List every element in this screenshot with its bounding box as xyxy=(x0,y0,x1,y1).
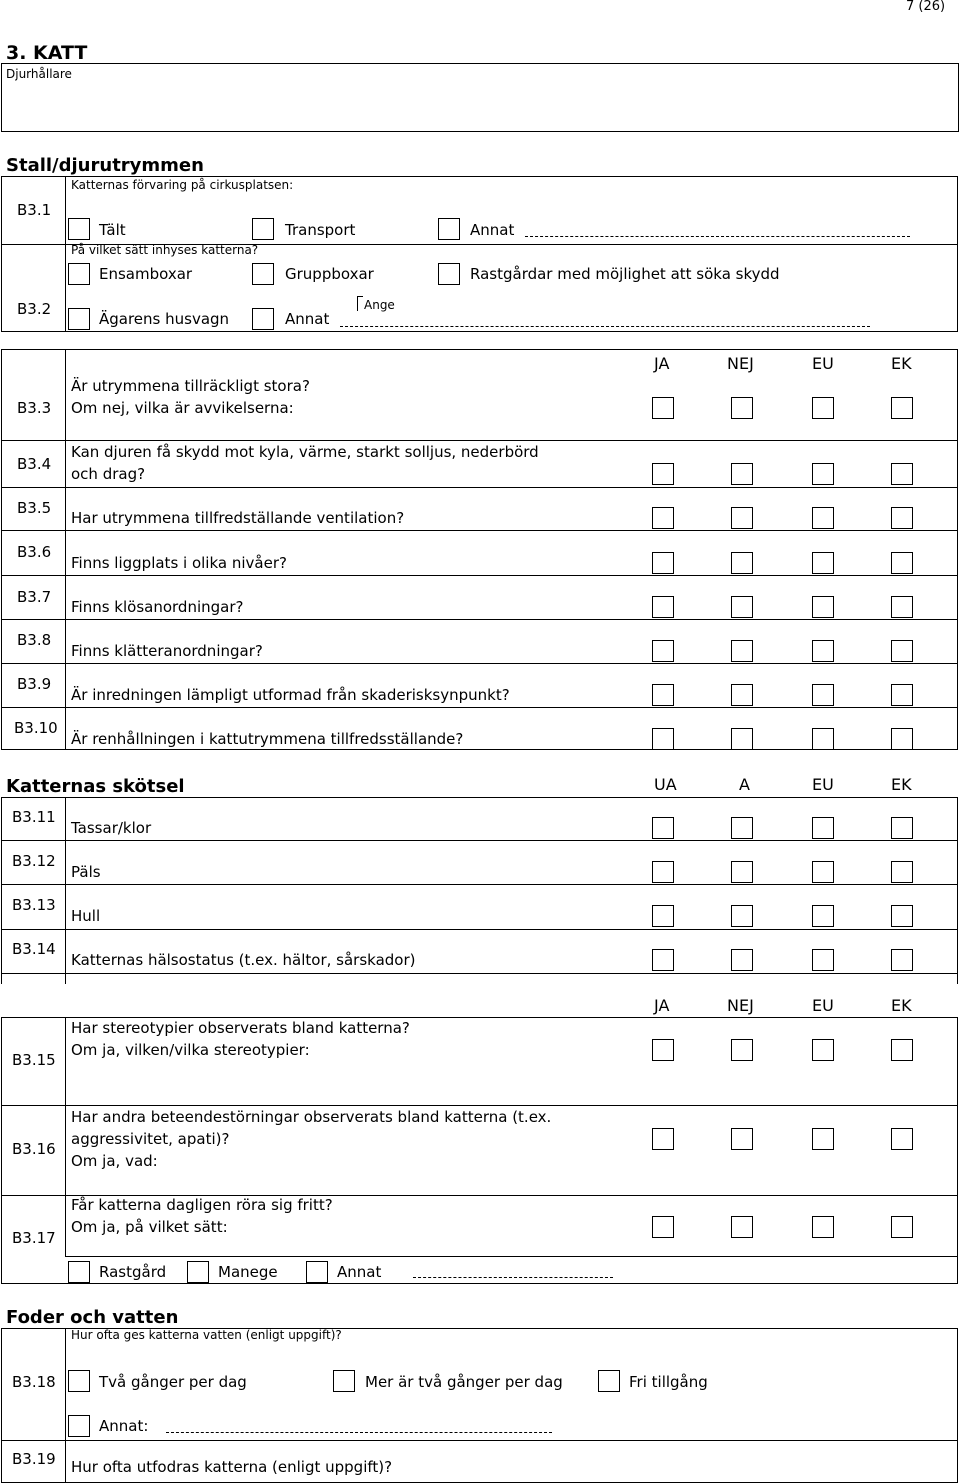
annat-b318-label: Annat: xyxy=(99,1417,149,1435)
row-line xyxy=(1,1283,958,1284)
checkbox-ja[interactable] xyxy=(652,1216,674,1238)
checkbox-ja[interactable] xyxy=(652,596,674,618)
checkbox-nej[interactable] xyxy=(731,640,753,662)
checkbox-nej[interactable] xyxy=(731,1128,753,1150)
checkbox-eu[interactable] xyxy=(812,640,834,662)
stall-heading: Stall/djurutrymmen xyxy=(6,155,204,176)
row-line xyxy=(1,331,958,332)
code-b3-4: B3.4 xyxy=(17,455,52,473)
code-b3-6: B3.6 xyxy=(17,543,52,561)
row-line xyxy=(1,797,958,798)
option-fri-tillgang: Fri tillgång xyxy=(629,1373,708,1391)
checkbox-ja[interactable] xyxy=(652,507,674,529)
checkbox-a[interactable] xyxy=(731,949,753,971)
checkbox-ja[interactable] xyxy=(652,728,674,750)
code-b3-16: B3.16 xyxy=(12,1140,56,1158)
code-b3-14: B3.14 xyxy=(12,940,56,958)
row-line xyxy=(1,1105,958,1106)
b3-18-question: Hur ofta ges katterna vatten (enligt uppgift)? xyxy=(71,1328,342,1342)
b3-5-text: Har utrymmena tillfredställande ventilation? xyxy=(71,509,405,527)
b3-10-text: Är renhållningen i kattutrymmena tillfredsställande? xyxy=(71,730,464,748)
border-right xyxy=(957,797,958,984)
checkbox-fri-tillgang[interactable] xyxy=(598,1370,620,1392)
checkbox-eu[interactable] xyxy=(812,817,834,839)
checkbox-manege[interactable] xyxy=(187,1261,209,1283)
row-line xyxy=(1,707,958,708)
code-b3-8: B3.8 xyxy=(17,631,52,649)
code-column-divider xyxy=(65,1017,66,1196)
checkbox-ek[interactable] xyxy=(891,640,913,662)
b3-4-line2: och drag? xyxy=(71,465,146,483)
b3-15-line2: Om ja, vilken/vilka stereotypier: xyxy=(71,1041,310,1059)
header-eu: EU xyxy=(812,996,834,1015)
row-line xyxy=(1,929,958,930)
row-line xyxy=(1,487,958,488)
checkbox-ua[interactable] xyxy=(652,905,674,927)
checkbox-eu[interactable] xyxy=(812,1216,834,1238)
checkbox-eu[interactable] xyxy=(812,684,834,706)
b3-16-line3: Om ja, vad: xyxy=(71,1152,158,1170)
checkbox-nej[interactable] xyxy=(731,552,753,574)
checkbox-mer-an-tva[interactable] xyxy=(333,1370,355,1392)
page-number: 7 (26) xyxy=(906,0,946,14)
border-right xyxy=(957,349,958,749)
checkbox-eu[interactable] xyxy=(812,397,834,419)
checkbox-transport[interactable] xyxy=(252,218,274,240)
border-right xyxy=(957,1017,958,1283)
border-left xyxy=(1,797,2,984)
b3-8-text: Finns klätteranordningar? xyxy=(71,642,263,660)
checkbox-ja[interactable] xyxy=(652,552,674,574)
code-b3-7: B3.7 xyxy=(17,588,52,606)
code-b3-13: B3.13 xyxy=(12,896,56,914)
option-tva-ganger: Två gånger per dag xyxy=(99,1373,247,1391)
checkbox-annat-b31[interactable] xyxy=(438,218,460,240)
b3-16-line2: aggressivitet, apati)? xyxy=(71,1130,230,1148)
option-talt: Tält xyxy=(99,221,126,239)
annat-b317-line[interactable] xyxy=(413,1277,613,1278)
option-rastgard: Rastgård xyxy=(99,1263,167,1281)
checkbox-ek[interactable] xyxy=(891,507,913,529)
row-line xyxy=(1,973,958,974)
option-mer-an-tva: Mer är två gånger per dag xyxy=(365,1373,563,1391)
option-rastgardar: Rastgårdar med möjlighet att söka skydd xyxy=(470,265,780,283)
ange-bracket xyxy=(357,296,363,311)
b3-3-line1: Är utrymmena tillräckligt stora? xyxy=(71,377,310,395)
b3-2-question: På vilket sätt inhyses katterna? xyxy=(71,243,259,257)
djurhallare-box[interactable] xyxy=(1,63,959,132)
code-b3-2: B3.2 xyxy=(17,300,52,318)
code-column-divider xyxy=(65,349,66,749)
checkbox-a[interactable] xyxy=(731,817,753,839)
checkbox-ja[interactable] xyxy=(652,684,674,706)
code-column-divider xyxy=(65,1328,66,1482)
b3-9-text: Är inredningen lämpligt utformad från skaderisksynpunkt? xyxy=(71,686,510,704)
border-left xyxy=(1,349,2,749)
code-b3-5: B3.5 xyxy=(17,499,52,517)
border-right xyxy=(957,1328,958,1482)
checkbox-ua[interactable] xyxy=(652,861,674,883)
checkbox-agarens-husvagn[interactable] xyxy=(68,308,90,330)
b3-6-text: Finns liggplats i olika nivåer? xyxy=(71,554,287,572)
code-b3-17: B3.17 xyxy=(12,1229,56,1247)
checkbox-nej[interactable] xyxy=(731,728,753,750)
option-agarens-husvagn: Ägarens husvagn xyxy=(99,310,230,328)
option-annat-b31: Annat xyxy=(470,221,515,239)
checkbox-annat-b317[interactable] xyxy=(306,1261,328,1283)
header-ek: EK xyxy=(891,996,912,1015)
checkbox-ensamboxar[interactable] xyxy=(68,263,90,285)
row-line xyxy=(1,884,958,885)
checkbox-eu[interactable] xyxy=(812,463,834,485)
b3-15-line1: Har stereotypier observerats bland katterna? xyxy=(71,1019,410,1037)
checkbox-nej[interactable] xyxy=(731,684,753,706)
b3-11-text: Tassar/klor xyxy=(71,819,152,837)
checkbox-ek[interactable] xyxy=(891,817,913,839)
row-line xyxy=(65,1256,958,1257)
annat-b318-line[interactable] xyxy=(166,1432,552,1433)
code-b3-3: B3.3 xyxy=(17,399,52,417)
header-nej: NEJ xyxy=(727,354,754,373)
checkbox-annat-b318[interactable] xyxy=(68,1415,90,1437)
checkbox-nej[interactable] xyxy=(731,463,753,485)
b3-19-question: Hur ofta utfodras katterna (enligt uppgift)? xyxy=(71,1458,393,1476)
checkbox-annat-b32[interactable] xyxy=(252,308,274,330)
border-left xyxy=(1,176,2,331)
checkbox-ek[interactable] xyxy=(891,552,913,574)
header-nej: NEJ xyxy=(727,996,754,1015)
checkbox-ja[interactable] xyxy=(652,463,674,485)
code-b3-9: B3.9 xyxy=(17,675,52,693)
checkbox-eu[interactable] xyxy=(812,861,834,883)
code-b3-12: B3.12 xyxy=(12,852,56,870)
annat-b31-line[interactable] xyxy=(525,236,910,237)
checkbox-ja[interactable] xyxy=(652,397,674,419)
code-b3-10: B3.10 xyxy=(14,719,58,737)
section-title: 3. KATT xyxy=(6,42,88,64)
checkbox-tva-ganger[interactable] xyxy=(68,1370,90,1392)
row-line xyxy=(1,1482,958,1483)
row-line xyxy=(1,530,958,531)
checkbox-talt[interactable] xyxy=(68,218,90,240)
checkbox-eu[interactable] xyxy=(812,1039,834,1061)
checkbox-a[interactable] xyxy=(731,905,753,927)
b3-1-question: Katternas förvaring på cirkusplatsen: xyxy=(71,178,294,192)
ange-label: Ange xyxy=(364,298,395,312)
checkbox-eu[interactable] xyxy=(812,507,834,529)
foder-heading: Foder och vatten xyxy=(6,1307,179,1328)
checkbox-ek[interactable] xyxy=(891,728,913,750)
checkbox-eu[interactable] xyxy=(812,728,834,750)
checkbox-ja[interactable] xyxy=(652,1039,674,1061)
header-ek: EK xyxy=(891,775,912,794)
b3-17-line2: Om ja, på vilket sätt: xyxy=(71,1218,228,1236)
code-b3-19: B3.19 xyxy=(12,1450,56,1468)
b3-7-text: Finns klösanordningar? xyxy=(71,598,244,616)
checkbox-ek[interactable] xyxy=(891,1216,913,1238)
checkbox-eu[interactable] xyxy=(812,596,834,618)
skotsel-heading: Katternas skötsel xyxy=(6,776,185,797)
checkbox-eu[interactable] xyxy=(812,552,834,574)
checkbox-ek[interactable] xyxy=(891,596,913,618)
checkbox-ua[interactable] xyxy=(652,817,674,839)
code-column-divider xyxy=(65,797,66,984)
checkbox-a[interactable] xyxy=(731,861,753,883)
row-line xyxy=(1,1017,958,1018)
b3-4-line1: Kan djuren få skydd mot kyla, värme, starkt solljus, nederbörd xyxy=(71,443,539,461)
row-line xyxy=(1,1440,958,1441)
option-gruppboxar: Gruppboxar xyxy=(285,265,374,283)
checkbox-ek[interactable] xyxy=(891,397,913,419)
header-ek: EK xyxy=(891,354,912,373)
checkbox-ja[interactable] xyxy=(652,1128,674,1150)
border-left xyxy=(1,1328,2,1482)
border-left xyxy=(1,1017,2,1283)
row-line xyxy=(1,619,958,620)
row-line xyxy=(1,749,958,750)
header-ja: JA xyxy=(654,996,670,1015)
option-annat-b32: Annat xyxy=(285,310,330,328)
annat-b32-line[interactable] xyxy=(340,326,870,327)
row-line xyxy=(1,663,958,664)
border-right xyxy=(957,176,958,331)
checkbox-eu[interactable] xyxy=(812,949,834,971)
row-line xyxy=(1,1328,958,1329)
checkbox-ek[interactable] xyxy=(891,861,913,883)
header-eu: EU xyxy=(812,775,834,794)
b3-3-line2: Om nej, vilka är avvikelserna: xyxy=(71,399,294,417)
header-ja: JA xyxy=(654,354,670,373)
option-annat-b317: Annat xyxy=(337,1263,382,1281)
code-column-divider xyxy=(65,176,66,331)
djurhallare-label: Djurhållare xyxy=(6,67,72,81)
checkbox-ek[interactable] xyxy=(891,463,913,485)
option-transport: Transport xyxy=(285,221,356,239)
checkbox-nej[interactable] xyxy=(731,507,753,529)
header-eu: EU xyxy=(812,354,834,373)
row-line xyxy=(1,440,958,441)
b3-12-text: Päls xyxy=(71,863,101,881)
header-a: A xyxy=(739,775,750,794)
option-manege: Manege xyxy=(218,1263,278,1281)
checkbox-ek[interactable] xyxy=(891,949,913,971)
checkbox-nej[interactable] xyxy=(731,1216,753,1238)
option-ensamboxar: Ensamboxar xyxy=(99,265,193,283)
code-b3-18: B3.18 xyxy=(12,1373,56,1391)
b3-17-line1: Får katterna dagligen röra sig fritt? xyxy=(71,1196,333,1214)
checkbox-ek[interactable] xyxy=(891,1128,913,1150)
b3-16-line1: Har andra beteendestörningar observerats bland katterna (t.ex. xyxy=(71,1108,552,1126)
b3-14-text: Katternas hälsostatus (t.ex. hältor, sårskador) xyxy=(71,951,416,969)
row-line xyxy=(1,575,958,576)
row-line xyxy=(1,349,958,350)
row-line xyxy=(1,176,958,177)
checkbox-ua[interactable] xyxy=(652,949,674,971)
checkbox-gruppboxar[interactable] xyxy=(252,263,274,285)
checkbox-eu[interactable] xyxy=(812,1128,834,1150)
code-b3-15: B3.15 xyxy=(12,1051,56,1069)
checkbox-rastgard[interactable] xyxy=(68,1261,90,1283)
code-b3-11: B3.11 xyxy=(12,808,56,826)
checkbox-nej[interactable] xyxy=(731,596,753,618)
checkbox-rastgardar[interactable] xyxy=(438,263,460,285)
checkbox-ja[interactable] xyxy=(652,640,674,662)
b3-13-text: Hull xyxy=(71,907,101,925)
code-column-divider xyxy=(65,1196,66,1256)
checkbox-ek[interactable] xyxy=(891,905,913,927)
row-line xyxy=(1,840,958,841)
checkbox-ek[interactable] xyxy=(891,1039,913,1061)
header-ua: UA xyxy=(654,775,677,794)
checkbox-eu[interactable] xyxy=(812,905,834,927)
code-b3-1: B3.1 xyxy=(17,201,52,219)
checkbox-nej[interactable] xyxy=(731,397,753,419)
checkbox-ek[interactable] xyxy=(891,684,913,706)
checkbox-nej[interactable] xyxy=(731,1039,753,1061)
